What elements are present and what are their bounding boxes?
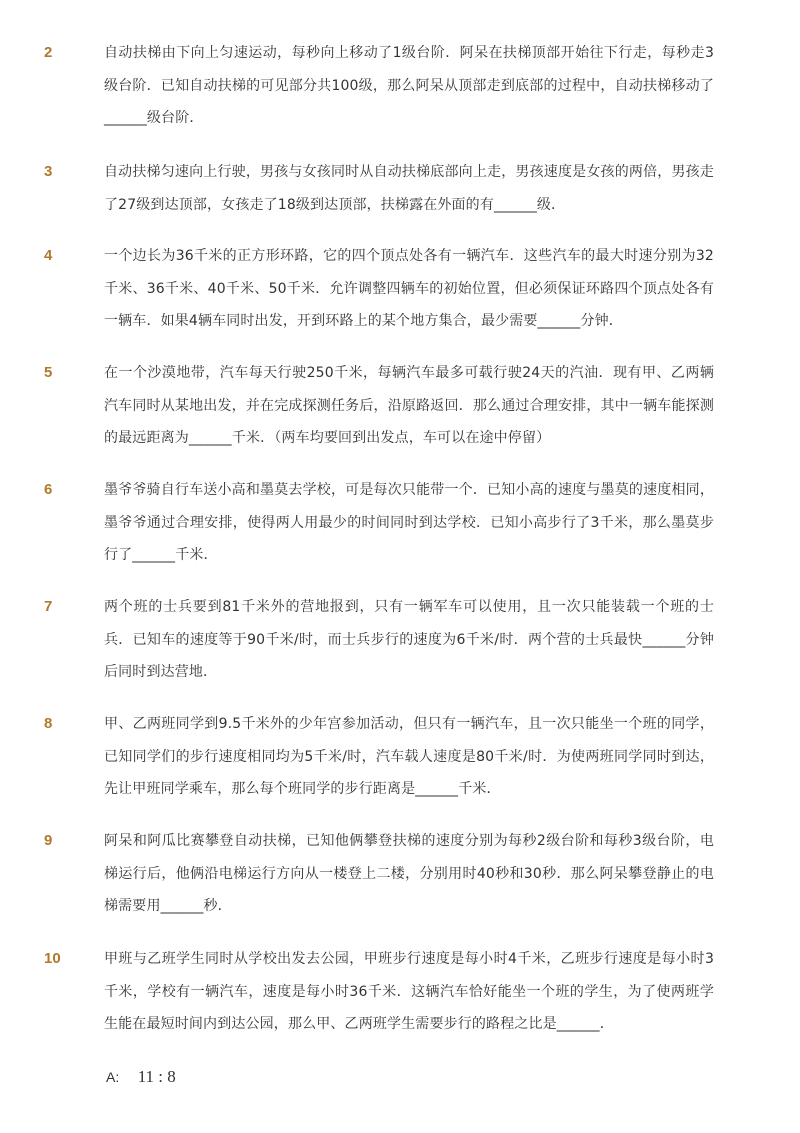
problem-number: 7 xyxy=(44,598,53,615)
problem-text: 墨爷爷骑自行车送小高和墨莫去学校，可是每次只能带一个．已知小高的速度与墨莫的速度相同，墨爷爷通过合理安排，使得两人用最少的时间同时到达学校．已知小高步行了3千米，那么墨莫步行了______千米． xyxy=(104,482,714,563)
problem-text: 两个班的士兵要到81千米外的营地报到，只有一辆军车可以使用，且一次只能装载一个班的士兵．已知车的速度等于90千米/时，而士兵步行的速度为6千米/时．两个营的士兵最快______分钟后同时到达营地． xyxy=(104,599,714,680)
problem-text: 自动扶梯由下向上匀速运动，每秒向上移动了1级台阶．阿呆在扶梯顶部开始往下行走，每秒走3级台阶．已知自动扶梯的可见部分共100级，那么阿呆从顶部走到底部的过程中，自动扶梯移动了______级台阶． xyxy=(104,45,714,126)
problem-text: 阿呆和阿瓜比赛攀登自动扶梯，已知他俩攀登扶梯的速度分别为每秒2级台阶和每秒3级台阶，电梯运行后，他俩沿电梯运行方向从一楼登上二楼，分别用时40秒和30秒．那么阿呆攀登静止的电梯需要用______秒． xyxy=(104,833,714,914)
problem-number: 6 xyxy=(44,481,53,498)
problem-number: 9 xyxy=(44,832,53,849)
answer-line xyxy=(106,1063,176,1092)
problem-text: 甲、乙两班同学到9.5千米外的少年宫参加活动，但只有一辆汽车，且一次只能坐一个班的同学，已知同学们的步行速度相同均为5千米/时，汽车载人速度是80千米/时．为使两班同学同时到达，先让甲班同学乘车，那么每个班同学的步行距离是______千米． xyxy=(104,716,714,797)
problem-number: 8 xyxy=(44,715,53,732)
problem-text: 在一个沙漠地带，汽车每天行驶250千米，每辆汽车最多可载行驶24天的汽油．现有甲、乙两辆汽车同时从某地出发，并在完成探测任务后，沿原路返回．那么通过合理安排，其中一辆车能探测的最远距离为______千米．（两车均要回到出发点，车可以在途中停留） xyxy=(104,365,714,446)
problem-number: 5 xyxy=(44,364,53,381)
problem-number: 4 xyxy=(44,247,53,264)
problem-text: 自动扶梯匀速向上行驶，男孩与女孩同时从自动扶梯底部向上走，男孩速度是女孩的两倍，男孩走了27级到达顶部，女孩走了18级到达顶部，扶梯露在外面的有______级． xyxy=(104,164,714,213)
problem-number: 10 xyxy=(44,950,61,967)
problem-number: 2 xyxy=(44,44,53,61)
problem-text: 甲班与乙班学生同时从学校出发去公园，甲班步行速度是每小时4千米，乙班步行速度是每小时3千米，学校有一辆汽车，速度是每小时36千米．这辆汽车恰好能坐一个班的学生，为了使两班学生能在最短时间内到达公园，那么甲、乙两班学生需要步行的路程之比是______． xyxy=(104,951,714,1032)
problem-text: 一个边长为36千米的正方形环路，它的四个顶点处各有一辆汽车．这些汽车的最大时速分别为32千米、36千米、40千米、50千米．允许调整四辆车的初始位置，但必须保证环路四个顶点处各有一辆车．如果4辆车同时出发，开到环路上的某个地方集合，最少需要______分钟． xyxy=(104,248,714,329)
answer-value: 11 : 8 xyxy=(137,1067,176,1086)
answer-label: A: xyxy=(106,1069,120,1085)
problem-number: 3 xyxy=(44,163,53,180)
